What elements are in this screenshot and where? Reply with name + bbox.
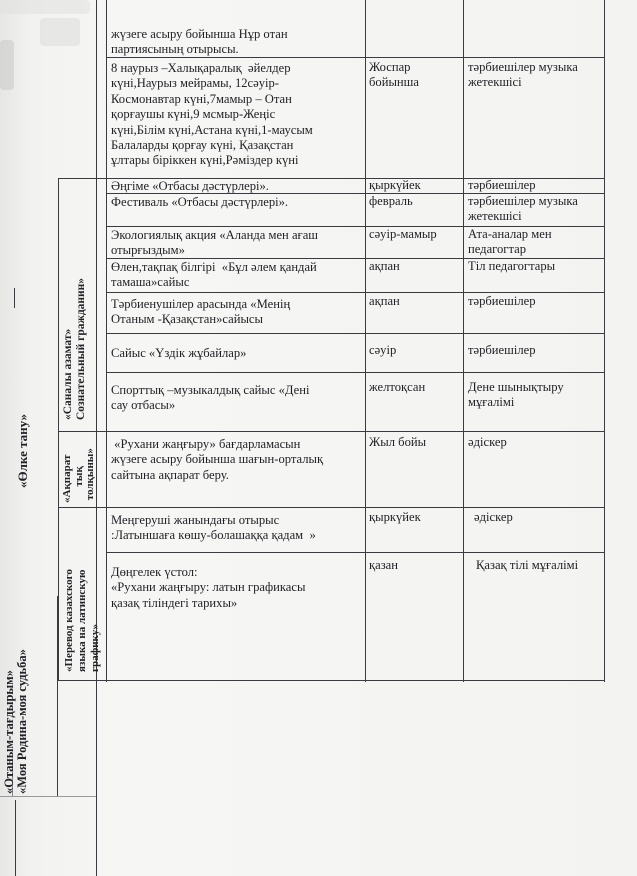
date-cell: Жоспар бойынша bbox=[369, 60, 419, 90]
event-cell: Сайыс «Үздік жұбайлар» bbox=[111, 346, 247, 360]
responsible-cell: тәрбиешілер bbox=[468, 294, 536, 308]
scan-smudge bbox=[0, 40, 14, 90]
table-border bbox=[604, 0, 605, 682]
responsible-cell: әдіскер bbox=[468, 435, 507, 449]
responsible-cell: Қазақ тілі мұғалімі bbox=[476, 558, 579, 572]
table-border bbox=[106, 0, 107, 682]
event-cell: Дөңгелек үстол: «Рухани жаңғыру: латын графикасы қазақ тіліндегі тарихы» bbox=[111, 565, 306, 610]
event-cell: Тәрбиенушілер арасында «Менің Отаным -Қазақстан»сайысы bbox=[111, 297, 291, 327]
date-cell: Жыл бойы bbox=[369, 435, 427, 449]
section-label-olke: «Өлке тану» bbox=[15, 414, 30, 488]
table-border bbox=[106, 57, 605, 58]
table-border bbox=[463, 0, 464, 682]
date-cell: февраль bbox=[369, 194, 413, 208]
table-border bbox=[58, 507, 605, 508]
event-cell: Меңгеруші жанындағы отырыс :Латыншаға көшу-болашаққа қадам » bbox=[111, 513, 316, 543]
table-border bbox=[58, 680, 605, 681]
event-cell: Әңгіме «Отбасы дәстүрлері». bbox=[111, 179, 269, 193]
table-border bbox=[106, 333, 605, 334]
section-label-sanaly: «Санaлы азамат» Сознательный гражданин» bbox=[62, 277, 87, 420]
event-cell: Өлен,тақпақ білгірі «Бұл әлем қандай тамаша»сайыс bbox=[111, 260, 317, 290]
responsible-cell: Дене шынықтыру мұғалімі bbox=[468, 380, 564, 410]
responsible-cell: тәрбиешілер bbox=[468, 178, 536, 192]
responsible-cell: тәрбиешілер bbox=[468, 343, 536, 357]
table-border bbox=[58, 431, 605, 432]
date-cell: қыркүйек bbox=[369, 178, 421, 192]
scan-smudge bbox=[0, 0, 90, 14]
section-label-perevod: «Перевод казахского языка на латинскую графику» bbox=[63, 569, 101, 672]
table-border bbox=[0, 796, 96, 797]
responsible-cell: Ата-аналар мен педагогтар bbox=[468, 227, 552, 257]
responsible-cell: Тіл педагогтары bbox=[468, 259, 556, 273]
responsible-cell: тәрбиешілер музыка жетекшісі bbox=[468, 194, 578, 224]
event-cell: жүзеге асыру бойынша Нұр отан партиясының отырысы. bbox=[111, 27, 288, 57]
table-border bbox=[58, 178, 59, 680]
date-cell: ақпан bbox=[369, 294, 400, 308]
table-border bbox=[106, 372, 605, 373]
responsible-cell: әдіскер bbox=[474, 510, 513, 524]
event-cell: «Рухани жаңғыру» бағдарламасын жүзеге асыру бойынша шағын-орталық сайтына ақпарат беру. bbox=[111, 437, 324, 482]
section-label-otanym: «Отаным-тағдырым» «Моя Родина-моя судьба» bbox=[2, 649, 29, 794]
scan-smudge bbox=[40, 18, 80, 46]
date-cell: сәуір bbox=[369, 343, 397, 357]
date-cell: қазан bbox=[369, 558, 399, 572]
event-cell: Экологиялық акция «Аланда мен ағаш отырғыздым» bbox=[111, 228, 318, 258]
table-border bbox=[14, 288, 15, 308]
event-cell: 8 наурыз –Халықаралық әйелдер күні,Наурыз мейрамы, 12сәуір- Космонавтар күні,7мамыр – Отан қорғаушы күні,9 мсмыр-Жеңіс күні,Білім күні,Астана күні,1-маусым Балаларды қорғау күні, Қазақстан ұлтары біріккен күні,Рәміздер күні bbox=[111, 61, 313, 168]
table-border bbox=[106, 552, 605, 553]
table-border bbox=[15, 800, 16, 876]
event-cell: Спорттық –музыкалдық сайыс «Дені сау отбасы» bbox=[111, 383, 310, 413]
event-cell: Фестиваль «Отбасы дәстүрлері». bbox=[111, 195, 289, 209]
table-border bbox=[106, 292, 605, 293]
section-label-akparat: «Ақпарат тық толқыны» bbox=[61, 448, 96, 503]
responsible-cell: тәрбиешілер музыка жетекшісі bbox=[468, 60, 578, 90]
table-border bbox=[96, 0, 97, 876]
date-cell: сәуір-мамыр bbox=[369, 227, 437, 241]
date-cell: қыркүйек bbox=[369, 510, 421, 524]
date-cell: ақпан bbox=[369, 259, 400, 273]
table-border bbox=[365, 0, 366, 682]
date-cell: желтоқсан bbox=[369, 380, 426, 394]
